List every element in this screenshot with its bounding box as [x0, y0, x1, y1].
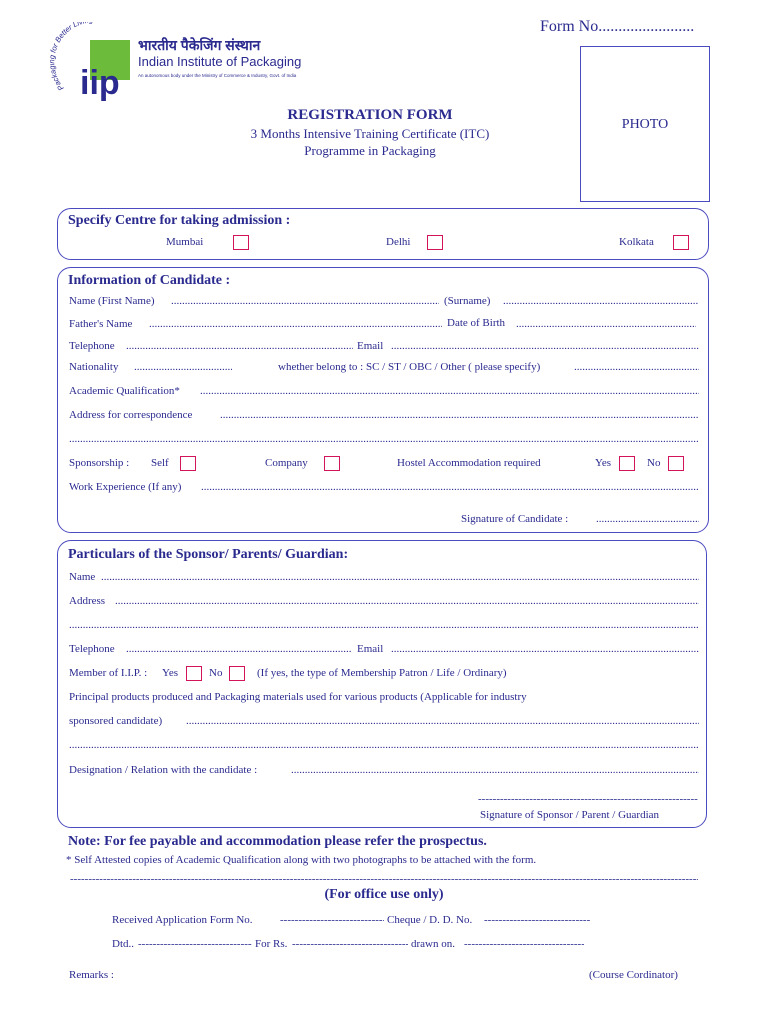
member-yes-checkbox[interactable] [186, 666, 202, 681]
hostel-label: Hostel Accommodation required [397, 457, 541, 469]
telephone-label: Telephone [69, 340, 115, 352]
received-form-label: Received Application Form No. [112, 914, 253, 926]
sponsor-address-field[interactable] [115, 595, 699, 607]
centre-mumbai-checkbox[interactable] [233, 235, 249, 250]
centre-kolkata-checkbox[interactable] [673, 235, 689, 250]
form-subtitle-2: Programme in Packaging [304, 143, 436, 158]
course-coordinator-label: (Course Cordinator) [589, 969, 678, 981]
sponsor-address-field-line-2[interactable] [69, 619, 699, 631]
academic-field[interactable] [200, 385, 699, 397]
hostel-no-label: No [647, 457, 661, 469]
cheque-label: Cheque / D. D. No. [387, 914, 473, 926]
dtd-field[interactable] [138, 938, 252, 950]
father-name-label: Father's Name [69, 318, 133, 330]
address-label: Address for correspondence [69, 409, 193, 421]
products-field-line-2[interactable] [69, 739, 699, 751]
nationality-field[interactable] [134, 361, 232, 373]
logo-letters: iip [80, 64, 120, 102]
member-note: (If yes, the type of Membership Patron / Life / Ordinary) [257, 667, 507, 679]
father-name-field[interactable] [149, 318, 442, 330]
category-field[interactable] [574, 361, 699, 373]
member-no-label: No [209, 667, 223, 679]
sponsor-name-field[interactable] [101, 571, 699, 583]
centre-delhi-checkbox[interactable] [427, 235, 443, 250]
products-field[interactable] [186, 715, 699, 727]
sponsor-telephone-label: Telephone [69, 643, 115, 655]
sponsor-signature-label: Signature of Sponsor / Parent / Guardian [480, 809, 660, 821]
address-field-line-2[interactable] [69, 433, 699, 445]
centre-delhi-label: Delhi [386, 236, 411, 248]
first-name-label: Name (First Name) [69, 295, 155, 307]
nationality-label: Nationality [69, 361, 119, 373]
dob-label: Date of Birth [447, 317, 506, 329]
fee-note: Note: For fee payable and accommodation please refer the prospectus. [68, 834, 487, 849]
attest-note: * Self Attested copies of Academic Qualification along with two photographs to be attached with the form. [66, 854, 537, 866]
dtd-label: Dtd.. [112, 938, 134, 950]
sponsorship-self-label: Self [151, 457, 169, 469]
centre-kolkata-label: Kolkata [619, 236, 654, 248]
designation-field[interactable] [291, 764, 699, 776]
office-divider [70, 873, 698, 885]
sponsor-section [57, 540, 707, 828]
sponsor-email-label: Email [357, 643, 384, 655]
candidate-signature-label: Signature of Candidate : [461, 513, 569, 525]
category-label: whether belong to : SC / ST / OBC / Other ( please specify) [278, 361, 541, 373]
candidate-signature-field[interactable] [596, 513, 699, 525]
photo-label: PHOTO [621, 117, 669, 132]
form-subtitle-1: 3 Months Intensive Training Certificate (ITC) [250, 126, 490, 141]
office-heading: (For office use only) [324, 887, 444, 902]
sponsorship-self-checkbox[interactable] [180, 456, 196, 471]
address-field[interactable] [220, 409, 699, 421]
received-form-field[interactable] [280, 914, 384, 926]
sponsorship-company-checkbox[interactable] [324, 456, 340, 471]
surname-field[interactable] [503, 295, 699, 307]
products-label-line-1: Principal products produced and Packaging materials used for various products (Applicable for industry [69, 691, 527, 703]
products-label-line-2: sponsored candidate) [69, 715, 163, 727]
member-yes-label: Yes [162, 667, 179, 679]
sponsor-signature-line[interactable] [478, 793, 698, 805]
logo [50, 22, 132, 104]
for-rs-label: For Rs. [255, 938, 288, 950]
first-name-field[interactable] [171, 295, 439, 307]
form-title: REGISTRATION FORM [287, 107, 453, 123]
cheque-field[interactable] [484, 914, 590, 926]
org-name: Indian Institute of Packaging [138, 54, 302, 69]
hostel-yes-label: Yes [595, 457, 612, 469]
hostel-yes-checkbox[interactable] [619, 456, 635, 471]
drawn-on-field[interactable] [464, 938, 584, 950]
sponsor-email-field[interactable] [391, 643, 699, 655]
hostel-no-checkbox[interactable] [668, 456, 684, 471]
sponsor-address-label: Address [69, 595, 106, 607]
for-rs-field[interactable] [292, 938, 408, 950]
org-tagline: An autonomous body under the Ministry of Commerce & Industry, Govt. of India [138, 73, 297, 78]
sponsor-telephone-field[interactable] [126, 643, 352, 655]
surname-label: (Surname) [444, 295, 491, 307]
sponsor-name-label: Name [69, 571, 96, 583]
designation-label: Designation / Relation with the candidate : [69, 764, 258, 776]
email-field[interactable] [391, 340, 699, 352]
drawn-on-label: drawn on. [411, 938, 455, 950]
form-number: Form No........................ [540, 18, 695, 35]
email-label: Email [357, 340, 384, 352]
work-experience-field[interactable] [201, 481, 699, 493]
centre-heading: Specify Centre for taking admission : [68, 213, 291, 228]
dob-field[interactable] [516, 318, 696, 330]
candidate-heading: Information of Candidate : [68, 273, 231, 288]
sponsorship-label: Sponsorship : [69, 457, 130, 469]
logo-arc-text: Pack or Better Li [50, 22, 81, 93]
photo-box[interactable] [580, 46, 710, 202]
sponsorship-company-label: Company [265, 457, 308, 469]
telephone-field[interactable] [126, 340, 353, 352]
sponsor-heading: Particulars of the Sponsor/ Parents/ Guardian: [68, 547, 349, 562]
org-hindi: भारतीय पैकेजिंग संस्थान [138, 37, 261, 53]
member-label: Member of I.I.P. : [69, 667, 148, 679]
logo-mark [50, 22, 132, 104]
work-experience-label: Work Experience (If any) [69, 481, 182, 493]
member-no-checkbox[interactable] [229, 666, 245, 681]
academic-label: Academic Qualification* [69, 385, 180, 397]
remarks-label: Remarks : [69, 969, 114, 981]
centre-mumbai-label: Mumbai [166, 236, 204, 248]
